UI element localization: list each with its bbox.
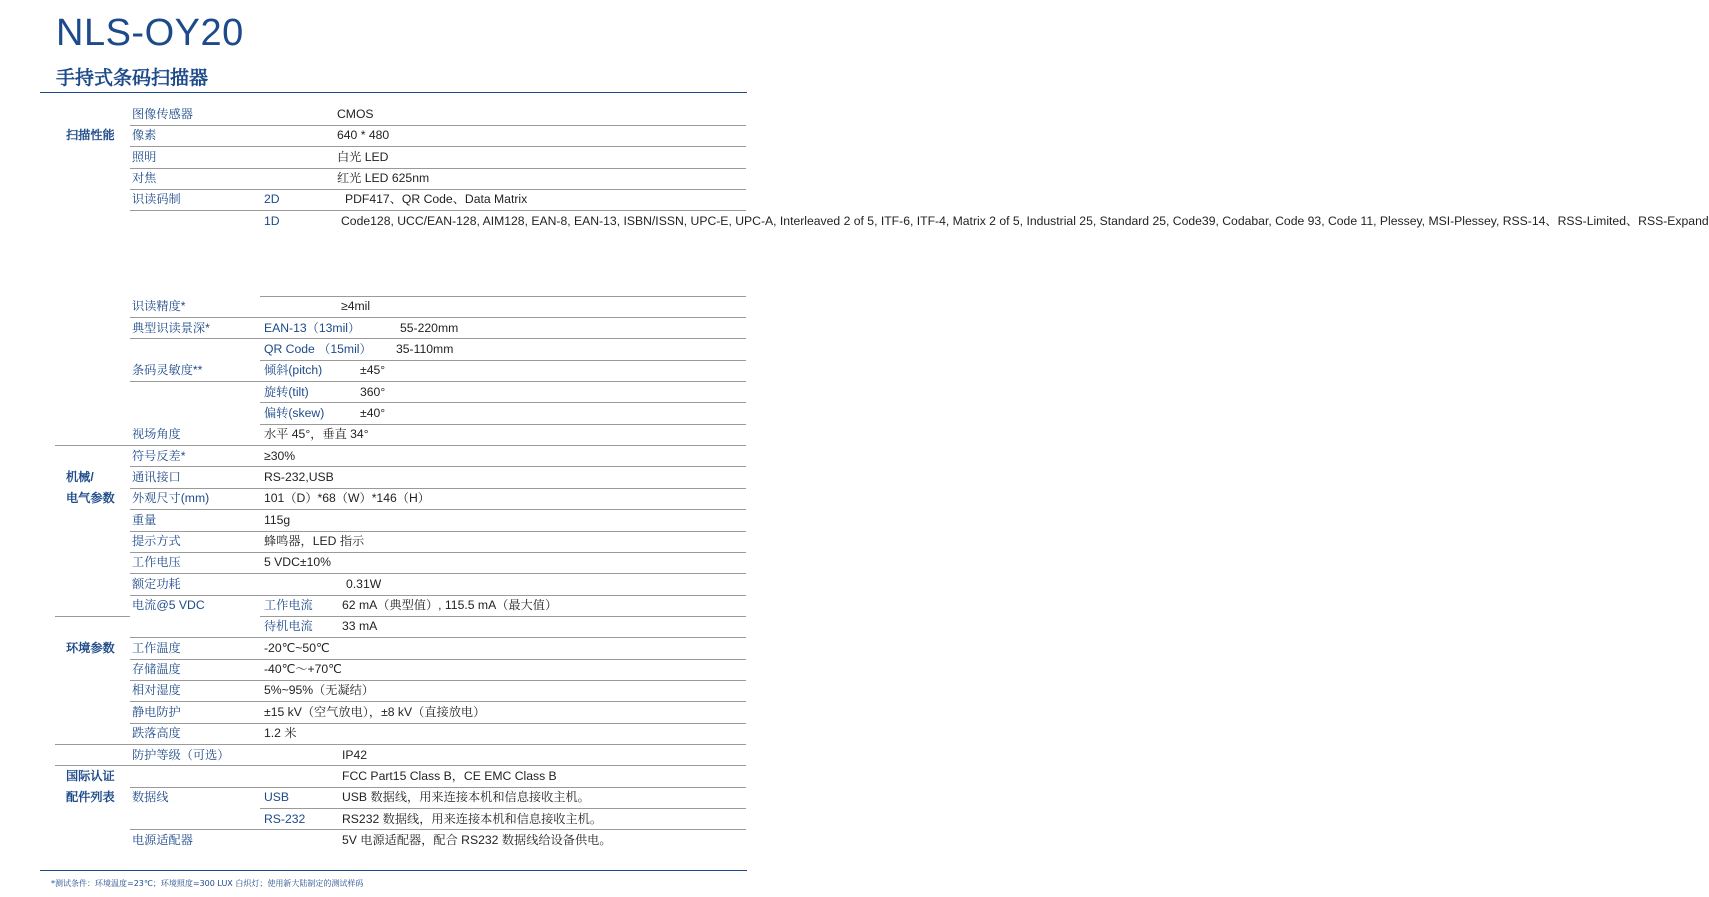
- spec-label: 额定功耗: [132, 576, 181, 591]
- spec-sub-label: 偏转(skew): [264, 405, 325, 420]
- row-divider: [260, 296, 746, 297]
- spec-label: 视场角度: [132, 427, 181, 442]
- spec-value: 白光 LED: [337, 149, 389, 164]
- row-divider: [130, 552, 746, 553]
- row-divider: [130, 573, 746, 574]
- spec-row: [0, 552, 790, 573]
- spec-sub-label: 待机电流: [264, 619, 313, 634]
- product-subtitle: 手持式条码扫描器: [56, 67, 209, 89]
- row-divider: [260, 360, 746, 361]
- spec-value: ±40°: [360, 405, 386, 420]
- spec-label: 典型识读景深*: [132, 320, 210, 335]
- section-label: 环境参数: [66, 640, 115, 655]
- spec-row: [0, 296, 790, 317]
- spec-value: FCC Part15 Class B，CE EMC Class B: [342, 768, 557, 783]
- spec-sub-label: QR Code （15mil）: [264, 341, 372, 356]
- spec-label: 符号反差*: [132, 448, 186, 463]
- spec-row: [0, 638, 790, 659]
- row-divider: [130, 168, 746, 169]
- spec-label: 图像传感器: [132, 107, 193, 121]
- row-divider: [130, 531, 746, 532]
- spec-row: [0, 382, 790, 403]
- spec-value: 水平 45°，垂直 34°: [264, 427, 369, 442]
- section-divider: [55, 765, 130, 766]
- spec-sub-label: 工作电流: [264, 598, 313, 613]
- spec-value: ±45°: [360, 363, 386, 378]
- spec-value: 101（D）*68（W）*146（H）: [264, 491, 430, 506]
- spec-sub-label: RS-232: [264, 811, 306, 826]
- row-divider: [130, 637, 746, 638]
- spec-row: [0, 189, 790, 210]
- spec-sub-label: 2D: [264, 192, 280, 207]
- row-divider: [130, 765, 746, 766]
- row-divider: [130, 338, 746, 339]
- spec-row: [0, 680, 790, 701]
- row-divider: [130, 701, 746, 702]
- spec-value: 0.31W: [346, 576, 382, 591]
- row-divider: [130, 787, 746, 788]
- spec-value: 5V 电源适配器，配合 RS232 数据线给设备供电。: [342, 832, 612, 847]
- spec-row: [0, 531, 790, 552]
- section-divider: [55, 445, 130, 446]
- section-divider: [55, 744, 130, 745]
- spec-value: 360°: [360, 384, 386, 399]
- spec-label: 提示方式: [132, 534, 181, 548]
- spec-label: 条码灵敏度**: [132, 363, 203, 378]
- spec-row: [0, 595, 790, 616]
- spec-value: RS-232,USB: [264, 469, 334, 484]
- row-divider: [130, 125, 746, 126]
- section-label: 扫描性能: [66, 128, 115, 143]
- section-label: 配件列表: [66, 790, 115, 805]
- row-divider: [130, 445, 746, 446]
- spec-label: 跌落高度: [132, 726, 181, 741]
- spec-value: RS232 数据线，用来连接本机和信息接收主机。: [342, 811, 603, 826]
- spec-row: [0, 809, 790, 830]
- spec-value: 115g: [264, 512, 291, 527]
- row-divider: [130, 381, 746, 382]
- spec-value: CMOS: [337, 107, 374, 121]
- section-divider: [55, 616, 130, 617]
- spec-table: [0, 104, 1709, 849]
- row-divider: [260, 808, 746, 809]
- spec-value: 1.2 米: [264, 726, 297, 741]
- spec-value: 640 * 480: [337, 128, 390, 143]
- spec-row: [0, 104, 790, 125]
- row-divider: [260, 402, 746, 403]
- row-divider: [130, 723, 746, 724]
- row-divider: [130, 189, 746, 190]
- spec-label: 通讯接口: [132, 469, 181, 484]
- row-divider: [260, 424, 746, 425]
- section-label: 机械/: [66, 469, 94, 484]
- spec-row: [0, 125, 790, 146]
- row-divider: [130, 595, 746, 596]
- spec-label: 防护等级（可选）: [132, 747, 230, 762]
- spec-sub-label: USB: [264, 790, 290, 805]
- spec-value: IP42: [342, 747, 368, 762]
- spec-label: 静电防护: [132, 704, 181, 719]
- spec-row: [0, 339, 790, 360]
- section-label: 电气参数: [66, 491, 115, 506]
- spec-value: 红光 LED 625nm: [337, 171, 430, 186]
- title-divider: [40, 92, 747, 93]
- spec-row: [0, 616, 790, 637]
- spec-label: 像素: [132, 128, 157, 143]
- row-divider: [130, 466, 746, 467]
- spec-label: 识读码制: [132, 192, 181, 207]
- spec-sub-label: 1D: [264, 213, 280, 228]
- spec-label: 重量: [132, 512, 157, 527]
- spec-value: 5%~95%（无凝结）: [264, 683, 375, 698]
- spec-row: [0, 745, 790, 766]
- row-divider: [130, 659, 746, 660]
- spec-label: 电流@5 VDC: [132, 598, 205, 613]
- spec-row: [0, 424, 790, 445]
- spec-label: 相对湿度: [132, 683, 181, 698]
- row-divider: [130, 488, 746, 489]
- spec-value: -40℃～+70℃: [264, 662, 342, 677]
- spec-value: USB 数据线，用来连接本机和信息接收主机。: [342, 790, 590, 805]
- spec-label: 电源适配器: [132, 832, 193, 847]
- model-title: NLS-OY20: [56, 12, 244, 54]
- row-divider: [130, 680, 746, 681]
- spec-value: 5 VDC±10%: [264, 555, 331, 570]
- row-divider: [130, 210, 746, 211]
- section-label: 国际认证: [66, 768, 115, 783]
- row-divider: [130, 829, 746, 830]
- spec-sub-label: EAN-13（13mil）: [264, 320, 361, 335]
- spec-value: 35-110mm: [396, 341, 454, 356]
- spec-value: ≥30%: [264, 448, 296, 463]
- spec-value: 62 mA（典型值）, 115.5 mA（最大值）: [342, 598, 558, 613]
- row-divider: [130, 744, 746, 745]
- spec-row: [0, 659, 790, 680]
- spec-row: [0, 446, 790, 467]
- spec-row: [0, 211, 1709, 296]
- spec-row: [0, 488, 790, 509]
- spec-row: [0, 403, 790, 424]
- spec-label: 外观尺寸(mm): [132, 491, 210, 506]
- spec-value: ±15 kV（空气放电），±8 kV（直接放电）: [264, 704, 486, 719]
- row-divider: [130, 317, 746, 318]
- spec-row: [0, 510, 790, 531]
- spec-sub-label: 旋转(tilt): [264, 384, 309, 399]
- spec-row: [0, 147, 790, 168]
- spec-row: [0, 574, 790, 595]
- spec-value: 55-220mm: [400, 320, 459, 335]
- row-divider: [130, 146, 746, 147]
- spec-row: [0, 467, 790, 488]
- spec-value: PDF417、QR Code、Data Matrix: [345, 192, 528, 207]
- test-conditions-footnote: *测试条件：环境温度=23℃；环境照度=300 LUX 白炽灯；使用新大陆制定的测试样码: [51, 879, 364, 888]
- spec-label: 工作电压: [132, 555, 181, 570]
- spec-value: 33 mA: [342, 619, 378, 634]
- spec-row: [0, 787, 790, 808]
- symbology-list: Code128, UCC/EAN-128, AIM128, EAN-8, EAN-13, ISBN/ISSN, UPC-E, UPC-A, Interleaved 2 of 5, ITF-6, ITF-4, Matrix 2 of 5, Industrial 25, Standard 25, Code39, Codabar, Code 93, Code 11, Plessey, MSI-Plessey, RSS-14、RSS-Limited、RSS-Expand: [341, 213, 1709, 228]
- spec-value: 蜂鸣器，LED 指示: [264, 534, 365, 548]
- row-divider: [260, 616, 746, 617]
- spec-label: 存储温度: [132, 662, 181, 677]
- row-divider: [130, 509, 746, 510]
- spec-row: [0, 702, 790, 723]
- spec-row: [0, 723, 790, 744]
- spec-value: ≥4mil: [341, 299, 371, 314]
- spec-row: [0, 766, 790, 787]
- spec-row: [0, 318, 790, 339]
- spec-row: [0, 360, 790, 381]
- spec-sub-label: 倾斜(pitch): [264, 363, 323, 378]
- spec-row: [0, 830, 790, 851]
- spec-label: 对焦: [132, 171, 157, 186]
- spec-label: 照明: [132, 149, 157, 164]
- spec-label: 工作温度: [132, 640, 181, 655]
- footer-divider: [40, 870, 747, 871]
- spec-row: [0, 168, 790, 189]
- spec-label: 数据线: [132, 790, 169, 805]
- spec-value: -20℃~50℃: [264, 640, 330, 655]
- spec-label: 识读精度*: [132, 299, 186, 314]
